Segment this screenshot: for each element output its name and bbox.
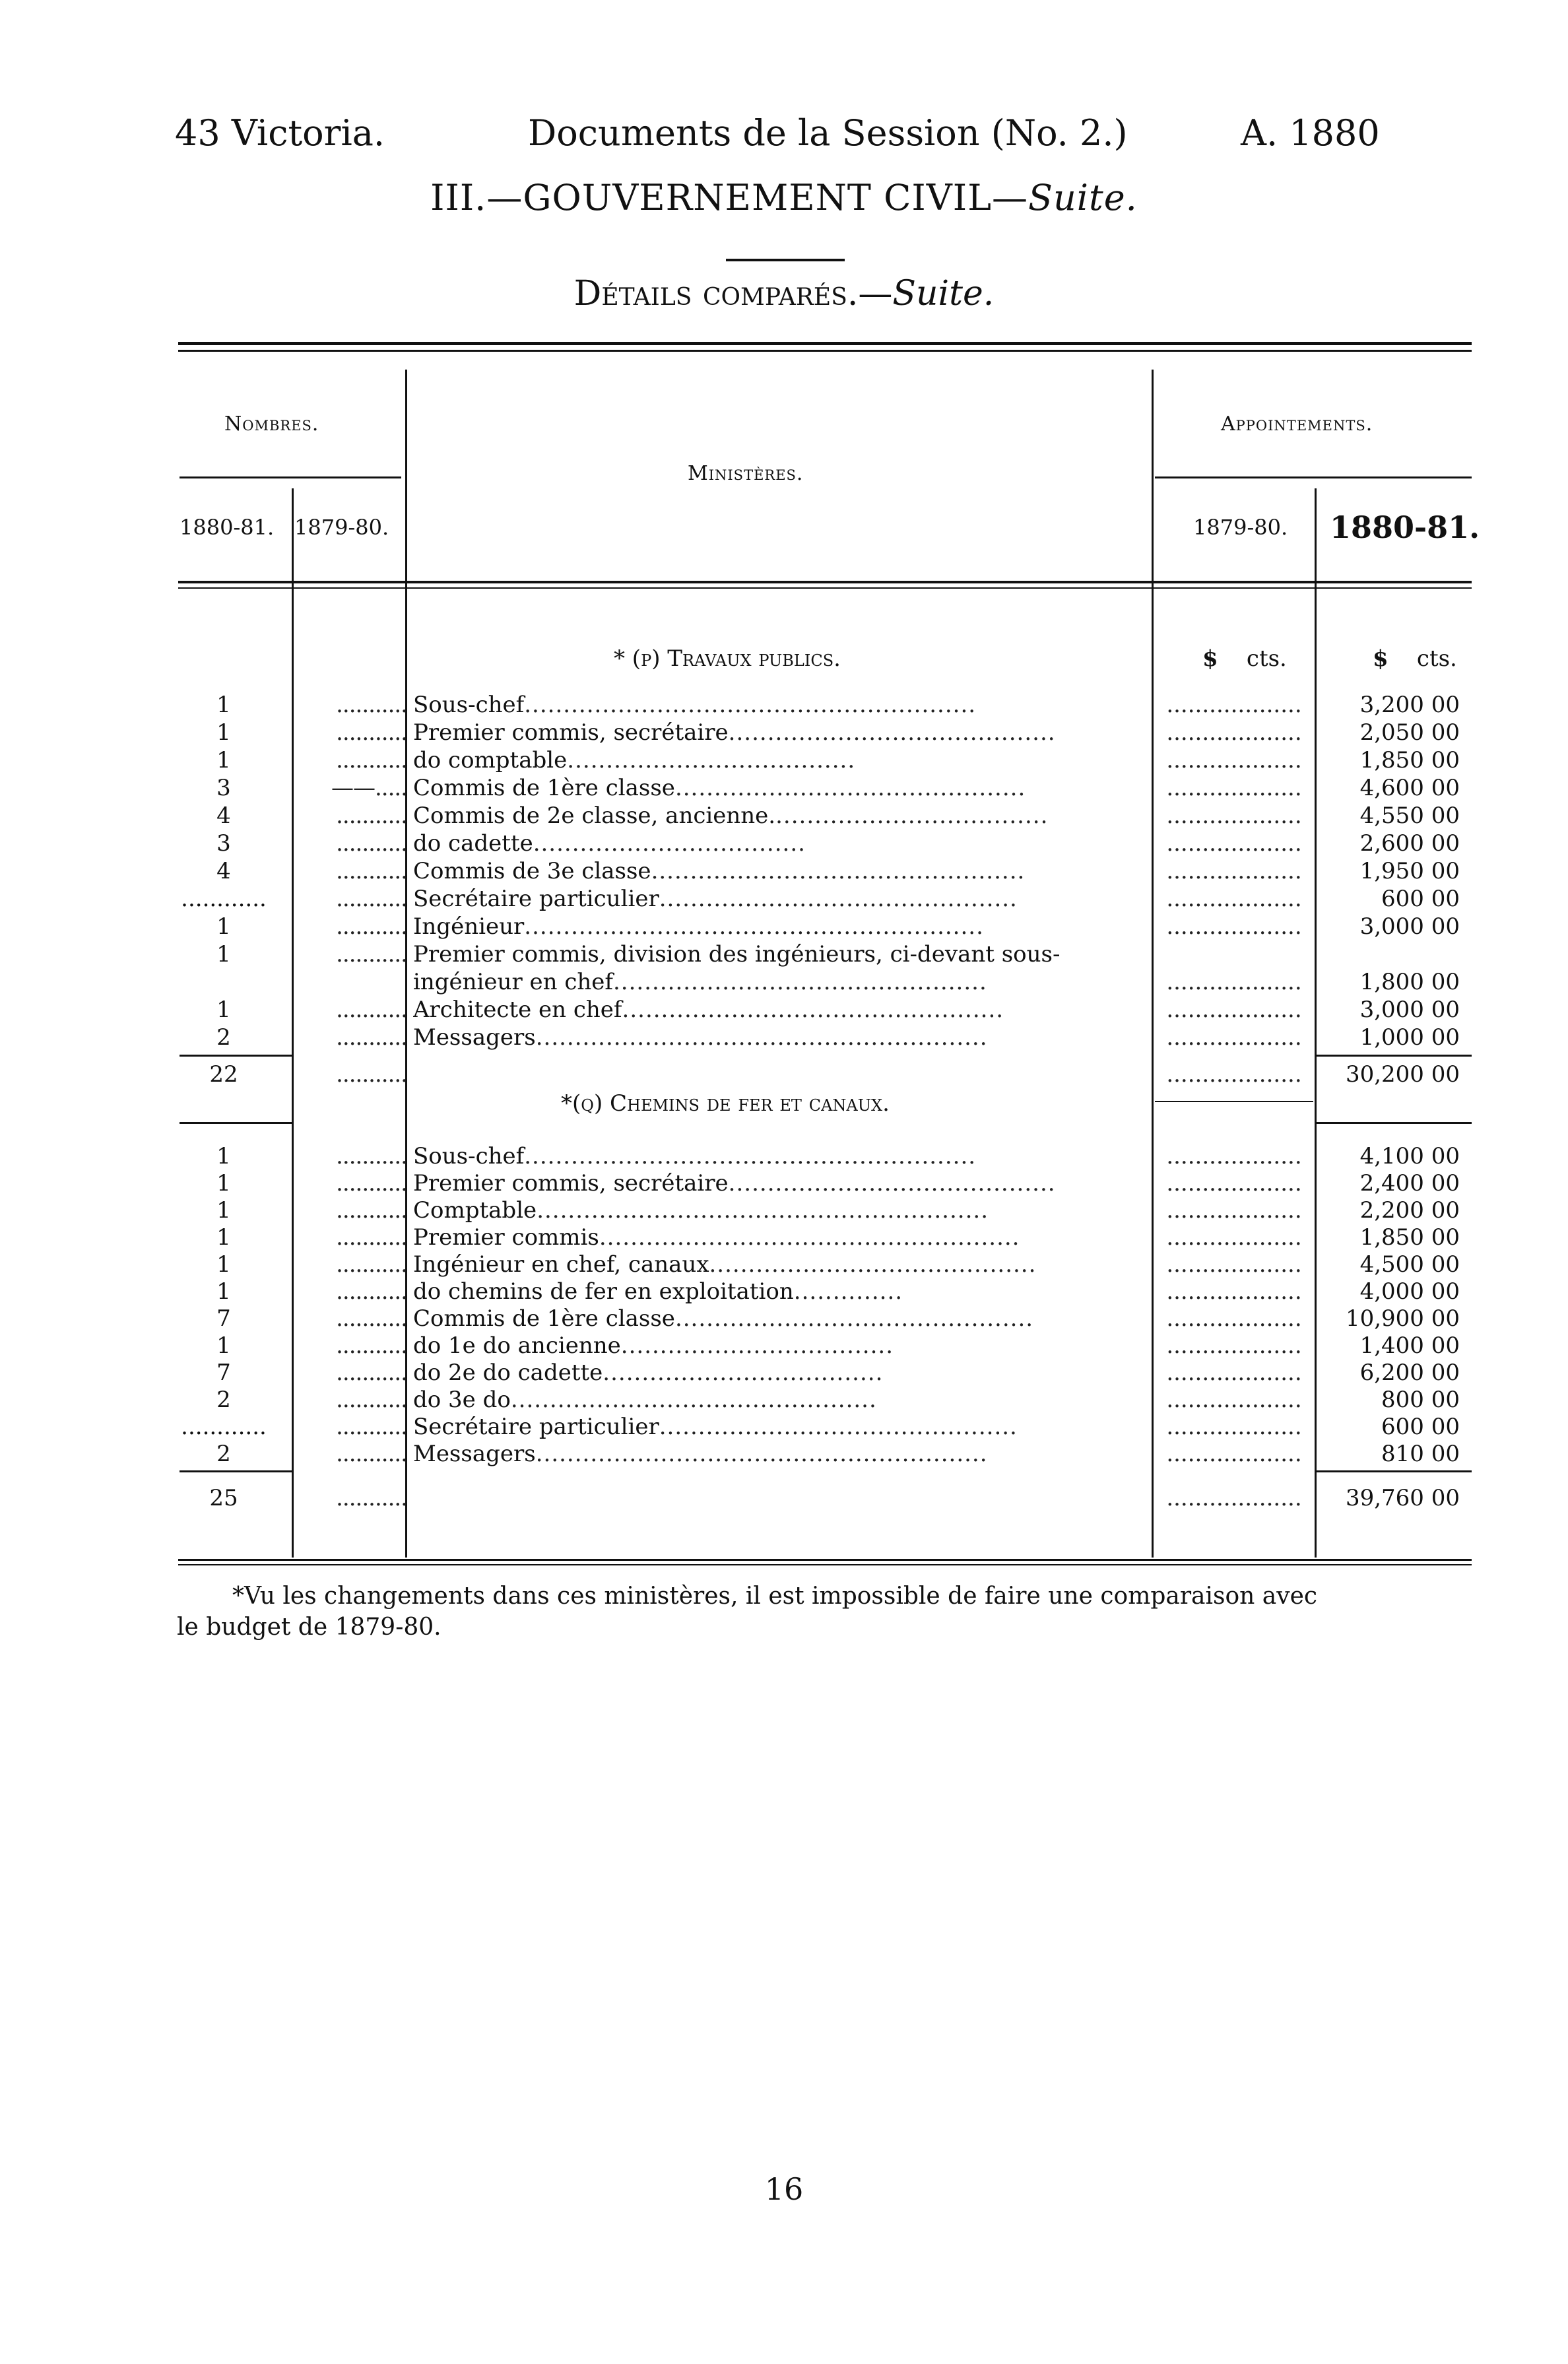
row-count-1879-80: ........... [336, 1387, 407, 1413]
row-amount-1879-80: ................... [1166, 969, 1302, 995]
page-subtitle-suite: Suite. [892, 274, 995, 313]
col-header-year-1879-80: 1879-80. [294, 515, 389, 540]
row-count-1880-81: 1 [216, 1278, 231, 1305]
row-label-text: do cadette [413, 830, 533, 857]
row-amount-1879-80: ................... [1166, 1224, 1302, 1251]
row-label-text: Architecte en chef [413, 997, 622, 1023]
row-label-text: Comptable [413, 1197, 537, 1224]
row-count-1880-81: 1 [216, 1143, 231, 1169]
row-amount-1880-81: 1,850 00 [1359, 747, 1460, 773]
row-count-1879-80: ........... [336, 692, 407, 718]
row-label-text: do 1e do ancienne [413, 1332, 621, 1359]
table-row [178, 1332, 1485, 1359]
row-label-text: Commis de 1ère classe [413, 775, 675, 801]
row-leader-dots: .......................................................... [535, 1024, 988, 1051]
row-amount-1880-81: 1,800 00 [1359, 969, 1460, 995]
row-amount-1880-81: 800 00 [1381, 1387, 1460, 1413]
row-label-text: Premier commis, division des ingénieurs, ci-devant sous- [413, 941, 1061, 968]
total-p-rule-mid [1155, 1101, 1313, 1102]
row-amount-1879-80: ................... [1166, 803, 1302, 829]
header-left: 43 Victoria. [175, 112, 385, 154]
row-amount-1879-80: ................... [1166, 1170, 1302, 1197]
page-title-main: III.—GOUVERNEMENT CIVIL— [430, 177, 1028, 218]
table-row [178, 1143, 1485, 1169]
row-label-text: do comptable [413, 747, 568, 773]
row-amount-1880-81: 10,900 00 [1345, 1305, 1460, 1332]
table-row [178, 719, 1485, 746]
row-label-text: Commis de 3e classe [413, 858, 651, 884]
col-header-app-1880-81: 1880-81. [1330, 509, 1480, 545]
row-leader-dots: ................................................ [612, 969, 987, 995]
row-label-text: Secrétaire particulier [413, 886, 659, 912]
row-amount-1879-80: ................... [1166, 886, 1302, 912]
row-label-text: do 3e do [413, 1387, 511, 1413]
row-amount-1879-80: ................... [1166, 830, 1302, 857]
table-top-rule [178, 342, 1472, 345]
header-center: Documents de la Session (No. 2.) [528, 112, 1128, 154]
row-leader-dots: ................................... [775, 803, 1049, 829]
row-amount-1879-80: ................... [1166, 719, 1302, 746]
table-row [178, 803, 1485, 829]
section-heading-travaux-publics: * (p) Travaux publics. [614, 645, 841, 672]
row-leader-dots: ...................................................... [599, 1224, 1020, 1251]
row-amount-1879-80: ................... [1166, 1414, 1302, 1440]
total-q-amount-prev: ................... [1166, 1485, 1302, 1511]
row-count-1879-80: ........... [336, 1441, 407, 1467]
row-count-1879-80: ........... [336, 719, 407, 746]
row-count-1880-81: 1 [216, 1170, 231, 1197]
row-count-1879-80: ........... [336, 803, 407, 829]
row-label-text: Messagers [413, 1024, 536, 1051]
nombres-header-rule [180, 476, 401, 478]
row-label-text: Sous-chef [413, 692, 525, 718]
row-amount-1880-81: 1,400 00 [1359, 1332, 1460, 1359]
page-subtitle [0, 274, 1568, 313]
row-amount-1879-80: ................... [1166, 913, 1302, 940]
row-count-1879-80: ........... [336, 1360, 407, 1386]
row-leader-dots: .......................................................... [535, 1441, 988, 1467]
table-total-row-p [178, 1061, 1485, 1088]
table-row [178, 913, 1485, 940]
row-count-1879-80: ........... [336, 1414, 407, 1440]
row-leader-dots: .......................................................... [524, 1143, 977, 1169]
row-count-1880-81: 2 [216, 1024, 231, 1051]
row-leader-dots: .......................................................... [524, 692, 977, 718]
row-count-1879-80: ........... [336, 913, 407, 940]
row-count-1880-81: ............ [181, 886, 267, 912]
row-amount-1880-81: 2,050 00 [1359, 719, 1460, 746]
table-row [178, 1251, 1485, 1278]
row-leader-dots: ................................................. [622, 997, 1004, 1023]
row-count-1879-80: ........... [336, 858, 407, 884]
col-header-year-1880-81: 1880-81. [180, 515, 275, 540]
row-label-text: do 2e do cadette [413, 1360, 603, 1386]
row-count-1879-80: ——..... [331, 775, 407, 801]
page-number: 16 [764, 2171, 804, 2207]
row-label-text: ingénieur en chef [413, 969, 613, 995]
col-header-ministeres: Ministères. [688, 462, 804, 485]
total-q-count: 25 [209, 1485, 238, 1511]
row-count-1880-81: 4 [216, 858, 231, 884]
currency-header-1880: $ cts. [1373, 645, 1457, 672]
row-count-1880-81: 1 [216, 1251, 231, 1278]
row-label [413, 941, 1317, 968]
total-q-amount: 39,760 00 [1345, 1485, 1460, 1511]
row-amount-1879-80: ................... [1166, 858, 1302, 884]
row-amount-1879-80: ................... [1166, 1441, 1302, 1467]
table-row [178, 1197, 1485, 1224]
row-leader-dots: .......................................... [728, 1170, 1056, 1197]
appointements-header-rule [1155, 476, 1472, 478]
row-count-1879-80: ........... [336, 1224, 407, 1251]
row-count-1879-80: ........... [336, 1197, 407, 1224]
row-count-1880-81: 1 [216, 1332, 231, 1359]
table-row [178, 969, 1485, 995]
row-count-1879-80: ........... [336, 886, 407, 912]
row-count-1879-80: ........... [336, 1143, 407, 1169]
row-amount-1880-81: 2,400 00 [1359, 1170, 1460, 1197]
row-leader-dots: ........................................................... [524, 913, 984, 940]
table-row [178, 775, 1485, 801]
total-q-count-prev: ........... [336, 1485, 407, 1511]
table-row [178, 1278, 1485, 1305]
row-count-1880-81: 1 [216, 1224, 231, 1251]
row-leader-dots: ................................................ [651, 858, 1026, 884]
table-row [178, 997, 1485, 1023]
row-label-text: Secrétaire particulier [413, 1414, 659, 1440]
row-count-1880-81: 2 [216, 1441, 231, 1467]
row-amount-1879-80: ................... [1166, 775, 1302, 801]
total-q-rule-right [1317, 1470, 1472, 1472]
row-label-text: do chemins de fer en exploitation [413, 1278, 794, 1305]
row-amount-1880-81: 2,600 00 [1359, 830, 1460, 857]
row-label-text: Messagers [413, 1441, 536, 1467]
row-count-1879-80: ........... [336, 1332, 407, 1359]
row-count-1879-80: ........... [336, 997, 407, 1023]
total-p-amount: 30,200 00 [1345, 1061, 1460, 1088]
table-row [178, 1414, 1485, 1440]
title-rule [726, 259, 845, 261]
row-amount-1880-81: 1,000 00 [1359, 1024, 1460, 1051]
row-amount-1880-81: 2,200 00 [1359, 1197, 1460, 1224]
table-row [178, 1441, 1485, 1467]
row-leader-dots: ................................... [533, 830, 806, 857]
row-leader-dots: ............................................... [510, 1387, 877, 1413]
row-amount-1879-80: ................... [1166, 692, 1302, 718]
row-amount-1880-81: 3,000 00 [1359, 997, 1460, 1023]
row-count-1880-81: 7 [216, 1305, 231, 1332]
table-row [178, 886, 1485, 912]
table-row [178, 1387, 1485, 1413]
table-row [178, 1360, 1485, 1386]
row-count-1880-81: 1 [216, 692, 231, 718]
row-count-1879-80: ........... [336, 1170, 407, 1197]
row-leader-dots: .......................................... [728, 719, 1056, 746]
table-row [178, 941, 1485, 968]
table-row [178, 1024, 1485, 1051]
header-bottom-rule [178, 581, 1472, 583]
total-p-rule-right [1317, 1055, 1472, 1057]
header-bottom-rule-2 [178, 587, 1472, 589]
page-subtitle-main: Détails comparés.— [573, 274, 893, 313]
total-q-rule-left [180, 1470, 292, 1472]
row-amount-1880-81: 4,500 00 [1359, 1251, 1460, 1278]
row-count-1880-81: 3 [216, 775, 231, 801]
row-count-1880-81: 4 [216, 803, 231, 829]
row-amount-1880-81: 6,200 00 [1359, 1360, 1460, 1386]
page-title [0, 177, 1568, 218]
row-amount-1879-80: ................... [1166, 1360, 1302, 1386]
row-amount-1880-81: 3,000 00 [1359, 913, 1460, 940]
table-row [178, 1305, 1485, 1332]
row-count-1880-81: 1 [216, 913, 231, 940]
row-count-1879-80: ........... [336, 1024, 407, 1051]
row-count-1880-81: 3 [216, 830, 231, 857]
row-amount-1880-81: 600 00 [1381, 886, 1460, 912]
table-row [178, 1170, 1485, 1197]
col-header-app-1879-80: 1879-80. [1193, 515, 1288, 540]
total-p-amount-prev: ................... [1166, 1061, 1302, 1088]
row-amount-1880-81: 1,850 00 [1359, 1224, 1460, 1251]
row-amount-1879-80: ................... [1166, 1387, 1302, 1413]
row-label-text: Premier commis [413, 1224, 599, 1251]
row-count-1880-81: 1 [216, 997, 231, 1023]
row-label-text: Commis de 1ère classe [413, 1305, 675, 1332]
row-count-1879-80: ........... [336, 1278, 407, 1305]
row-count-1879-80: ........... [336, 830, 407, 857]
table-total-row-q [178, 1485, 1485, 1511]
header-right: A. 1880 [1241, 112, 1380, 154]
row-leader-dots: ................................... [620, 1332, 894, 1359]
row-amount-1880-81: 4,100 00 [1359, 1143, 1460, 1169]
row-amount-1880-81: 4,600 00 [1359, 775, 1460, 801]
row-count-1880-81: 7 [216, 1360, 231, 1386]
row-amount-1880-81: 4,550 00 [1359, 803, 1460, 829]
table-top-rule-2 [178, 350, 1472, 352]
row-amount-1879-80: ................... [1166, 1143, 1302, 1169]
row-label-text: Ingénieur [413, 913, 525, 940]
row-amount-1879-80: ................... [1166, 747, 1302, 773]
col-header-nombres: Nombres. [224, 412, 319, 436]
row-amount-1879-80: ................... [1166, 1332, 1302, 1359]
table-row [178, 747, 1485, 773]
row-count-1880-81: 1 [216, 1197, 231, 1224]
row-amount-1880-81: 1,950 00 [1359, 858, 1460, 884]
row-amount-1879-80: ................... [1166, 997, 1302, 1023]
row-leader-dots: .............................................. [659, 1414, 1018, 1440]
row-count-1879-80: ........... [336, 747, 407, 773]
page-title-suite: Suite. [1028, 177, 1138, 218]
table-bottom-rule-2 [178, 1564, 1472, 1565]
row-count-1879-80: ........... [336, 1305, 407, 1332]
row-amount-1879-80: ................... [1166, 1024, 1302, 1051]
total-p-rule-right-bottom [1317, 1122, 1472, 1124]
row-leader-dots: ..................................... [567, 747, 856, 773]
row-count-1880-81: 1 [216, 719, 231, 746]
row-amount-1879-80: ................... [1166, 1278, 1302, 1305]
col-header-appointements: Appointements. [1221, 412, 1373, 436]
row-leader-dots: .............. [793, 1278, 903, 1305]
total-p-count: 22 [209, 1061, 238, 1088]
row-amount-1879-80: ................... [1166, 1197, 1302, 1224]
total-p-rule-left [180, 1055, 292, 1057]
row-amount-1880-81: 600 00 [1381, 1414, 1460, 1440]
total-p-rule-left-bottom [180, 1122, 292, 1124]
row-leader-dots: ............................................. [674, 775, 1026, 801]
row-leader-dots: .......................................................... [537, 1197, 989, 1224]
table-row [178, 1224, 1485, 1251]
row-amount-1880-81: 3,200 00 [1359, 692, 1460, 718]
row-leader-dots: .................................... [603, 1360, 884, 1386]
currency-header-1879: $ cts. [1202, 645, 1287, 672]
row-label-text: Ingénieur en chef, canaux [413, 1251, 709, 1278]
row-count-1879-80: ........... [336, 1251, 407, 1278]
row-leader-dots: .............................................. [659, 886, 1018, 912]
section-heading-chemins-de-fer: *(q) Chemins de fer et canaux. [561, 1090, 890, 1117]
row-count-1879-80: ........... [336, 941, 407, 968]
footnote-line-2: le budget de 1879-80. [177, 1614, 441, 1641]
row-count-1880-81: ............ [181, 1414, 267, 1440]
table-row [178, 858, 1485, 884]
row-label-text: Premier commis, secrétaire [413, 719, 729, 746]
row-label-text: Premier commis, secrétaire [413, 1170, 729, 1197]
row-leader-dots: .......................................... [709, 1251, 1037, 1278]
row-label-text: Sous-chef [413, 1143, 525, 1169]
row-count-1880-81: 1 [216, 747, 231, 773]
row-label-text: Commis de 2e classe, ancienne. [413, 803, 776, 829]
row-amount-1880-81: 4,000 00 [1359, 1278, 1460, 1305]
footnote-line-1: *Vu les changements dans ces ministères, il est impossible de faire une comparaison avec [232, 1583, 1318, 1610]
row-leader-dots: .............................................. [674, 1305, 1034, 1332]
row-amount-1879-80: ................... [1166, 1305, 1302, 1332]
row-amount-1879-80: ................... [1166, 1251, 1302, 1278]
table-row [178, 830, 1485, 857]
row-count-1880-81: 1 [216, 941, 231, 968]
row-amount-1880-81: 810 00 [1381, 1441, 1460, 1467]
table-bottom-rule [178, 1559, 1472, 1561]
total-p-count-prev: ........... [336, 1061, 407, 1088]
row-count-1880-81: 2 [216, 1387, 231, 1413]
table-row [178, 692, 1485, 718]
